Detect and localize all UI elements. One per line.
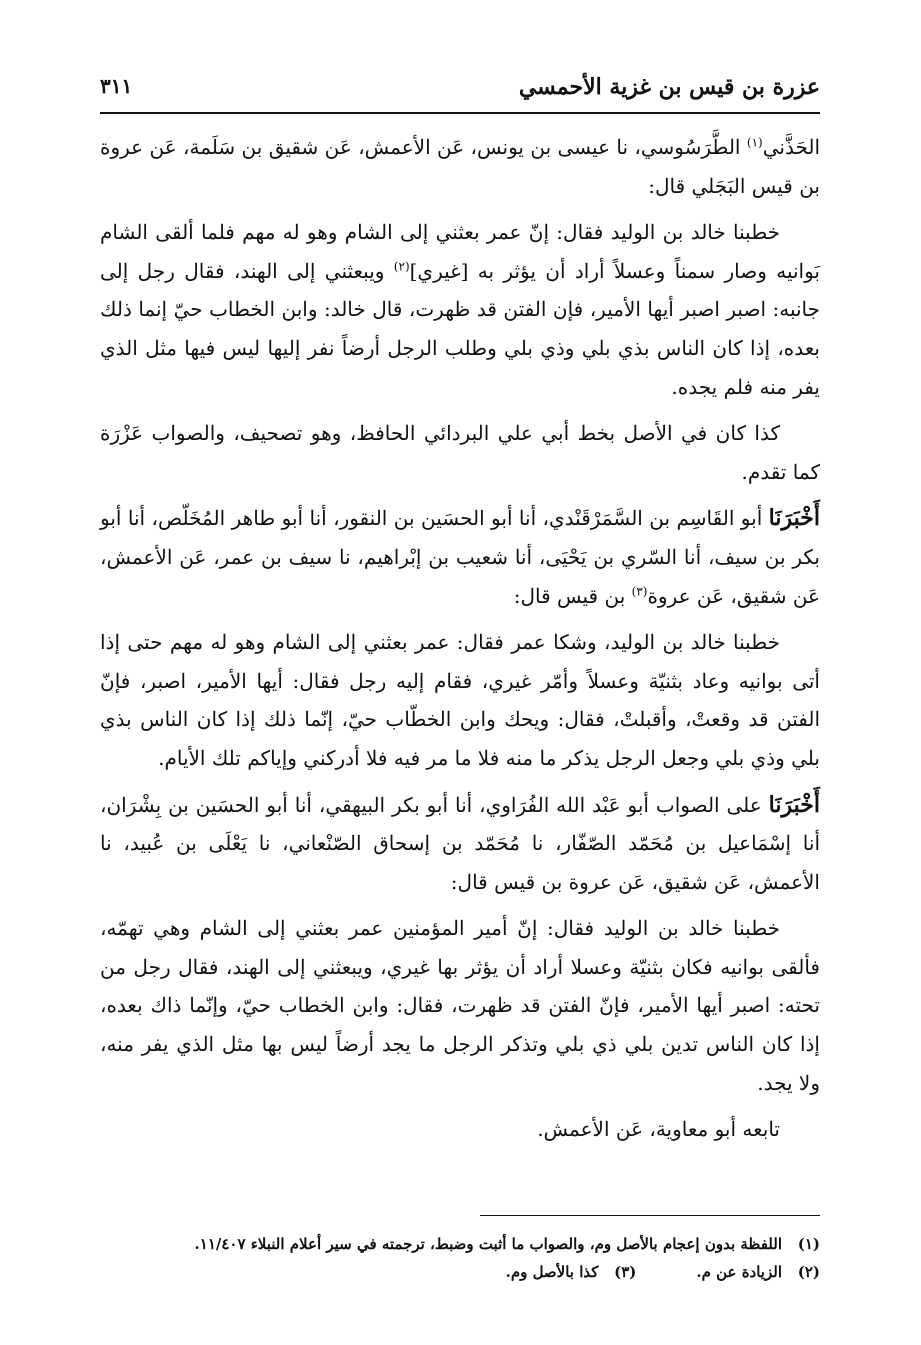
paragraph-text: الحَذَّني bbox=[762, 135, 820, 159]
paragraph-text: ويبعثني إلى الهند، فقال رجل إلى جانبه: اصبر اصبر أيها الأمير، فإن الفتن قد ظهرت، قال خالد: وابن الخطاب حيّ إنما ذلك بعده، إذا كان الناس بذي بلي وذي بلي وطلب الرجل أرضاً نفر إليها ليس فيها مثل الذي يفر منه فلم يجده. bbox=[100, 258, 820, 399]
footnote-text: اللفظة بدون إعجام بالأصل وم، والصواب ما أثبت وضبط، ترجمته في سير أعلام النبلاء ١١/٤٠٧. bbox=[194, 1235, 782, 1253]
footnote-3 bbox=[506, 1258, 637, 1286]
footnote-row bbox=[100, 1258, 820, 1286]
paragraph-closing bbox=[100, 1110, 820, 1149]
footnote-ref: (٢) bbox=[393, 259, 410, 274]
akhbarana-heading: أَخْبَرَنَا bbox=[768, 791, 820, 818]
footnote-text: الزيادة عن م. bbox=[696, 1263, 782, 1281]
akhbarana-heading: أَخْبَرَنَا bbox=[768, 505, 820, 532]
header-title: عزرة بن قيس بن غزية الأحمسي bbox=[518, 74, 820, 100]
paragraph-matn-3 bbox=[100, 909, 820, 1102]
paragraph-isnad-1 bbox=[100, 128, 820, 205]
paragraph-text: على الصواب أبو عَبْد الله الفُرَاوي، أنا أبو بكر البيهقي، أنا أبو الحسَين بن بِشْرَان، أنا إسْمَاعيل بن مُحَمّد الصّفّار، نا مُحَمّد بن إسحاق الصّنْعاني، نا يَعْلَى بن عُبيد، نا الأعمش، عَن شقيق، عَن عروة بن قيس قال: bbox=[100, 792, 820, 894]
paragraph-note bbox=[100, 414, 820, 491]
paragraph-text: تابعه أبو معاوية، عَن الأعمش. bbox=[537, 1117, 780, 1142]
footnote-1 bbox=[100, 1230, 820, 1258]
footnote-number: (١) bbox=[797, 1235, 820, 1253]
footnote-ref: (١) bbox=[746, 135, 763, 150]
document-page bbox=[100, 60, 820, 1320]
paragraph-text: خطبنا خالد بن الوليد فقال: إنّ عمر بعثني إلى الشام وهو له مهم فلما ألقى الشام بَوانيه وصار سمناً وعسلاً أراد أن يؤثر به [غيري] bbox=[100, 220, 820, 283]
footnote-text: كذا بالأصل وم. bbox=[505, 1263, 599, 1281]
paragraph-isnad-2 bbox=[100, 499, 820, 615]
footnote-number: (٣) bbox=[614, 1263, 637, 1281]
paragraph-isnad-3 bbox=[100, 786, 820, 902]
running-header bbox=[100, 60, 820, 114]
document-body bbox=[100, 128, 820, 1149]
footnote-divider bbox=[480, 1215, 820, 1216]
paragraph-text: بن قيس قال: bbox=[513, 583, 632, 608]
page-number: ٣١١ bbox=[100, 74, 133, 98]
paragraph-text: كذا كان في الأصل بخط أبي علي البردائي الحافظ، وهو تصحيف، والصواب عَزْرَة كما تقدم. bbox=[100, 421, 820, 484]
footnote-ref: (٣) bbox=[631, 583, 648, 598]
footnote-2 bbox=[696, 1258, 820, 1286]
footnotes bbox=[100, 1230, 820, 1286]
paragraph-matn-2 bbox=[100, 623, 820, 777]
paragraph-matn-1 bbox=[100, 213, 820, 406]
footnote-number: (٢) bbox=[797, 1263, 820, 1281]
paragraph-text: الطَّرَسُوسي، نا عيسى بن يونس، عَن الأعمش، عَن شقيق بن سَلَمة، عَن عروة بن قيس البَجَلي قال: bbox=[100, 135, 820, 198]
paragraph-text: خطبنا خالد بن الوليد، وشكا عمر فقال: عمر بعثني إلى الشام وهو له مهم حتى إذا أتى بوانيه وعاد بثنيّة وعسلاً وأمّر غيري، فقام إليه رجل فقال: أيها الأمير، اصبر، فإنّ الفتن قد وقعتْ، وأقبلتْ، فقال: ويحك وابن الخطّاب حيّ، إنّما ذلك إذا كان الناس بذي بلي وذي بلي وجعل الرجل يذكر ما منه فلا ما مر فيه فلا أدركني وإياكم تلك الأيام. bbox=[100, 630, 821, 770]
paragraph-text: خطبنا خالد بن الوليد فقال: إنّ أمير المؤمنين عمر بعثني إلى الشام وهي تهمّه، فألقى بوانيه فكان بثنيّة وعسلا أراد أن يؤثر بها غيري، ويبعثني إلى الهند، فقال رجل من تحته: اصبر أيها الأمير، فإنّ الفتن قد ظهرت، فقال: وابن الخطاب حيّ، وإنّما ذاك بعده، إذا كان الناس تدين بلي ذي بلي وتذكر الرجل ما يجد أرضاً ليس بها مثل الذي يفر منه، ولا يجد. bbox=[100, 916, 820, 1095]
paragraph-text: أبو القَاسِم بن السَّمَرْقَنْدي، أنا أبو الحسَين بن النقور، أنا أبو طاهر المُخَلّص، أنا أبو بكر بن سيف، أنا السّري بن يَحْيَى، أنا شعيب بن إبْراهيم، نا سيف بن عمر، عَن الأعمش، عَن شقيق، عَن عروة bbox=[100, 506, 820, 608]
